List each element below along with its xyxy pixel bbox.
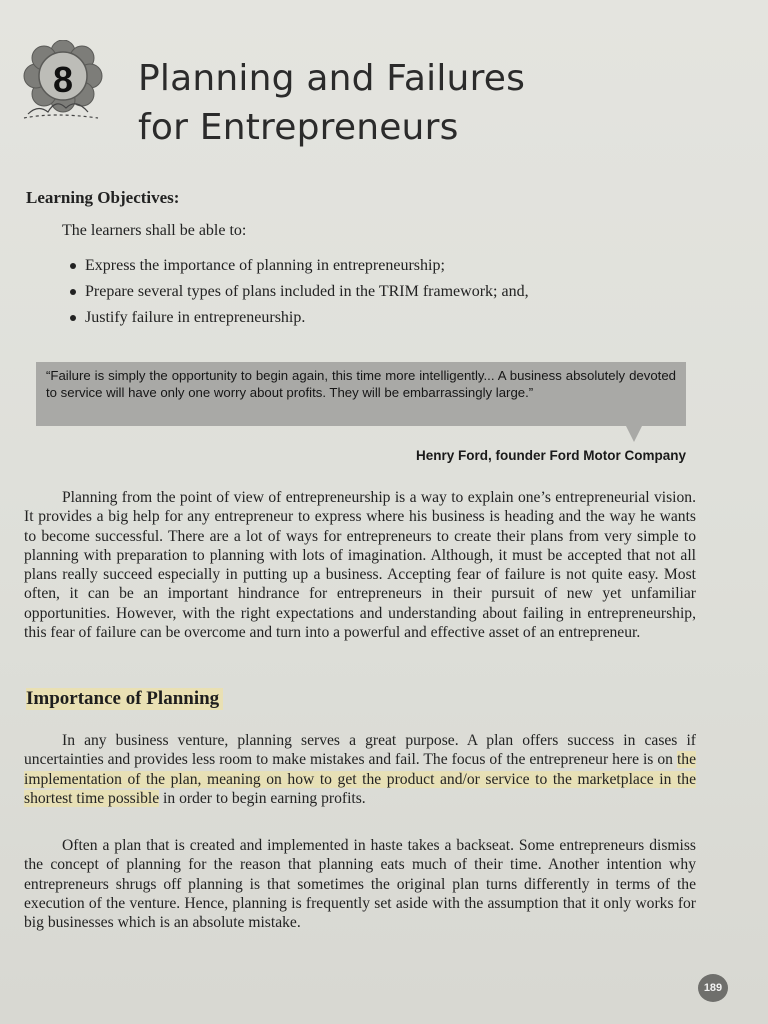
highlighted-text: the implementation of the plan, meaning on how to get the product and/or service to the marketplace in the shortest time possible [24,751,696,807]
bullet-icon [70,315,76,321]
speech-tail-icon [626,426,642,442]
quote-box: “Failure is simply the opportunity to begin again, this time more intelligently... A business absolutely devoted to service will have only one worry about profits. They will be embarrassingly large.” [36,362,686,426]
learning-objectives-heading: Learning Objectives: [26,188,180,207]
bullet-icon [70,289,76,295]
chapter-number: 8 [52,59,74,100]
objective-text: Prepare several types of plans included in the TRIM framework; and, [85,283,529,300]
page-number: 189 [698,974,728,1002]
chapter-badge [20,40,106,120]
quote-author: Henry Ford, founder Ford Motor Company [416,448,686,463]
paragraph-text: in order to begin earning profits. [159,789,366,807]
bullet-icon [70,263,76,269]
learning-objectives-intro: The learners shall be able to: [62,222,247,239]
chapter-title [138,54,698,152]
objective-text: Justify failure in entrepreneurship. [85,309,306,326]
list-item [70,305,529,331]
list-item [70,279,529,305]
chapter-title-line-1: Planning and Failures [138,58,526,99]
section-heading: Importance of Planning [26,688,223,710]
paragraph-text: In any business venture, planning serves a great purpose. A plan offers success in cases if uncertainties and provides less room to make mistakes and fail. The focus of the entrepreneur here is on [24,732,696,769]
planning-paragraph [24,731,696,808]
list-item [70,253,529,279]
haste-paragraph: Often a plan that is created and implemented in haste takes a backseat. Some entrepreneurs dismiss the concept of planning for the reason that planning eats much of their time. Another intention why entrepreneurs shrugs off planning is that sometimes the original plan turns differently in terms of the execution of the venture. Hence, planning is frequently set aside with the assumption that it only works for big businesses which is an absolute mistake. [24,837,696,932]
intro-paragraph: Planning from the point of view of entrepreneurship is a way to explain one’s entrepreneurial vision. It provides a big help for any entrepreneur to express where his business is heading and the way he wants to become successful. There are a lot of ways for entrepreneurs to create their plans from very simple to planning with preparation to planning with lots of imagination. Although, it must be accepted that not all plans really succeed especially in putting up a business. Accepting fear of failure is not quite easy. Most often, it can be an important hindrance for entrepreneurs in their pursuit of new yet unfamiliar opportunities. However, with the right expectations and understanding about failing in entrepreneurship, this fear of failure can be overcome and turn into a powerful and effective asset of an entrepreneur. [24,489,696,642]
chapter-title-line-2: for Entrepreneurs [138,107,459,148]
objective-text: Express the importance of planning in entrepreneurship; [85,257,445,274]
learning-objectives-list [70,253,529,331]
